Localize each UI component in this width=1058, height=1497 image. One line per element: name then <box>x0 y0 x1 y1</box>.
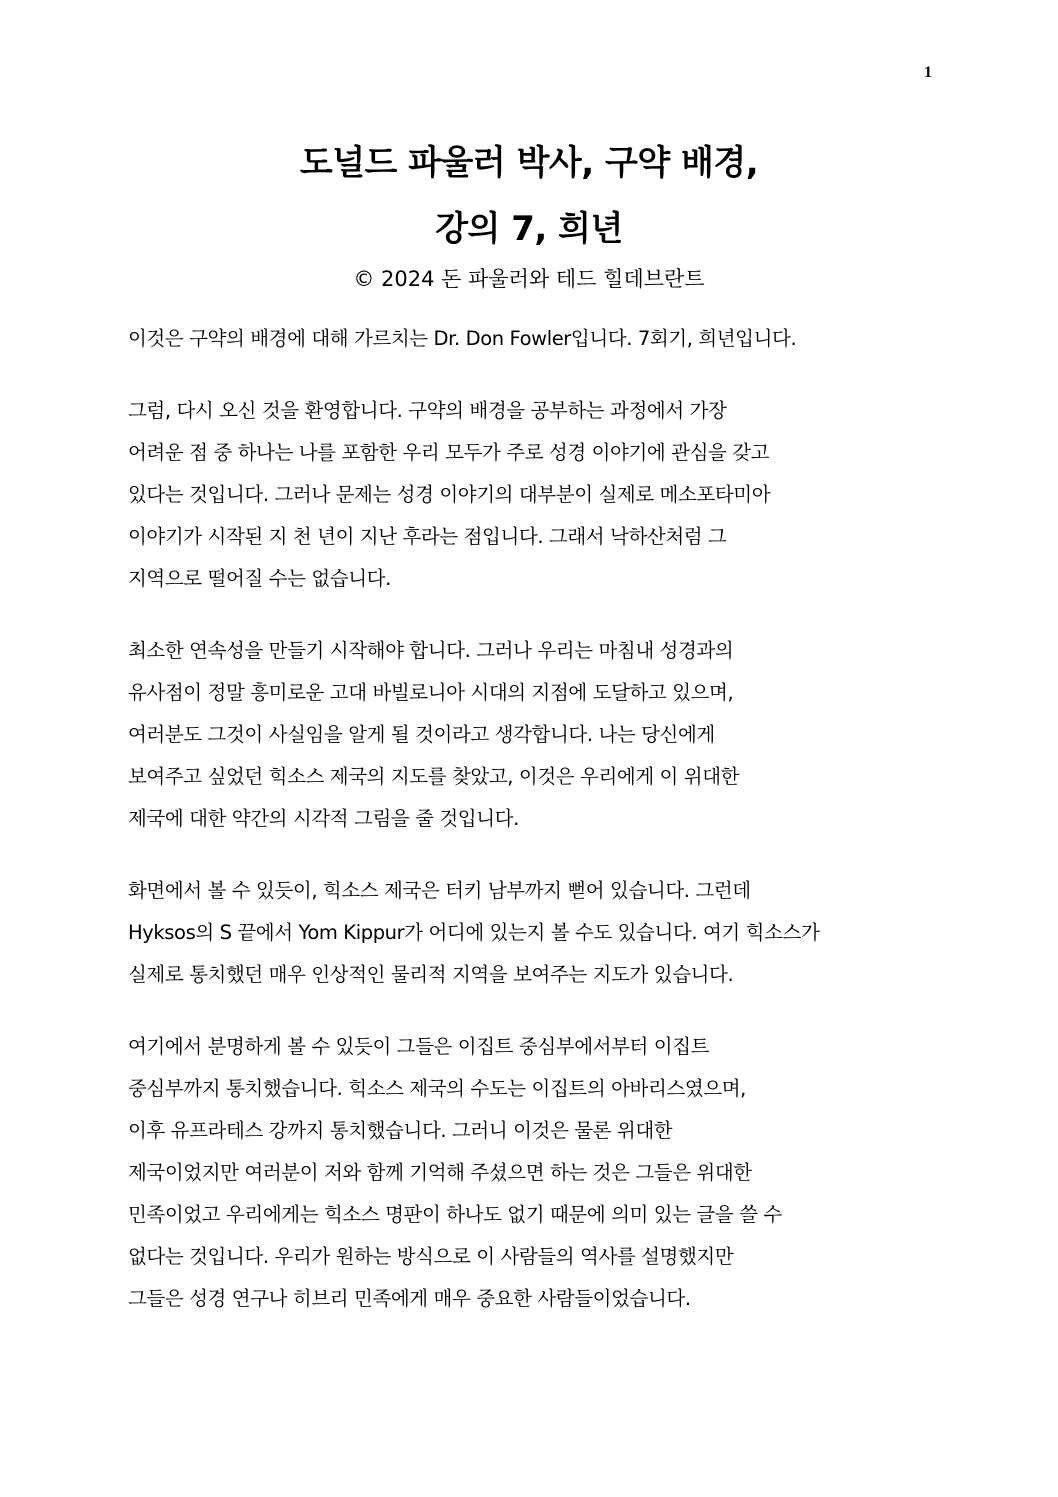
text-line: 어려운 점 중 하나는 나를 포함한 우리 모두가 주로 성경 이야기에 관심을 갖고 <box>128 441 770 464</box>
page-number: 1 <box>924 64 932 81</box>
paragraph-3 <box>128 630 938 840</box>
text-line: 화면에서 볼 수 있듯이, 힉소스 제국은 터키 남부까지 뻗어 있습니다. 그런데 <box>128 879 751 902</box>
text-line: 실제로 통치했던 매우 인상적인 물리적 지역을 보여주는 지도가 있습니다. <box>128 963 734 986</box>
text-line: 이후 유프라테스 강까지 통치했습니다. 그러니 이것은 물론 위대한 <box>128 1119 673 1142</box>
paragraph-4 <box>128 870 938 996</box>
document-body <box>128 318 938 1350</box>
text-line: 제국에 대한 약간의 시각적 그림을 줄 것입니다. <box>128 807 519 830</box>
text-line: 최소한 연속성을 만들기 시작해야 합니다. 그러나 우리는 마침내 성경과의 <box>128 639 734 662</box>
paragraph-2 <box>128 390 938 600</box>
text-line: 민족이었고 우리에게는 힉소스 명판이 하나도 없기 때문에 의미 있는 글을 쓸 수 <box>128 1203 782 1226</box>
text-line: 이것은 구약의 배경에 대해 가르치는 Dr. Don Fowler입니다. 7회기, 희년입니다. <box>128 327 797 350</box>
text-line: Hyksos의 S 끝에서 Yom Kippur가 어디에 있는지 볼 수도 있습니다. 여기 힉소스가 <box>128 921 820 944</box>
copyright-line: © 2024 돈 파울러와 테드 힐데브란트 <box>353 267 705 291</box>
paragraph-5 <box>128 1026 938 1320</box>
text-line: 있다는 것입니다. 그러나 문제는 성경 이야기의 대부분이 실제로 메소포타미아 <box>128 483 771 506</box>
text-line: 여러분도 그것이 사실임을 알게 될 것이라고 생각합니다. 나는 당신에게 <box>128 723 715 746</box>
document-header <box>0 130 1058 294</box>
title-line-2: 강의 7, 희년 <box>435 209 623 249</box>
text-line: 이야기가 시작된 지 천 년이 지난 후라는 점입니다. 그래서 낙하산처럼 그 <box>128 525 727 548</box>
text-line: 그들은 성경 연구나 히브리 민족에게 매우 중요한 사람들이었습니다. <box>128 1287 691 1310</box>
text-line: 지역으로 떨어질 수는 없습니다. <box>128 567 391 590</box>
text-line: 보여주고 싶었던 힉소스 제국의 지도를 찾았고, 이것은 우리에게 이 위대한 <box>128 765 740 788</box>
text-line: 그럼, 다시 오신 것을 환영합니다. 구약의 배경을 공부하는 과정에서 가장 <box>128 399 727 422</box>
paragraph-1 <box>128 318 938 360</box>
text-line: 중심부까지 통치했습니다. 힉소스 제국의 수도는 이집트의 아바리스였으며, <box>128 1077 746 1100</box>
text-line: 여기에서 분명하게 볼 수 있듯이 그들은 이집트 중심부에서부터 이집트 <box>128 1035 710 1058</box>
title-line-1: 도널드 파울러 박사, 구약 배경, <box>299 143 759 183</box>
text-line: 제국이었지만 여러분이 저와 함께 기억해 주셨으면 하는 것은 그들은 위대한 <box>128 1161 752 1184</box>
text-line: 없다는 것입니다. 우리가 원하는 방식으로 이 사람들의 역사를 설명했지만 <box>128 1245 734 1268</box>
text-line: 유사점이 정말 흥미로운 고대 바빌로니아 시대의 지점에 도달하고 있으며, <box>128 681 734 704</box>
